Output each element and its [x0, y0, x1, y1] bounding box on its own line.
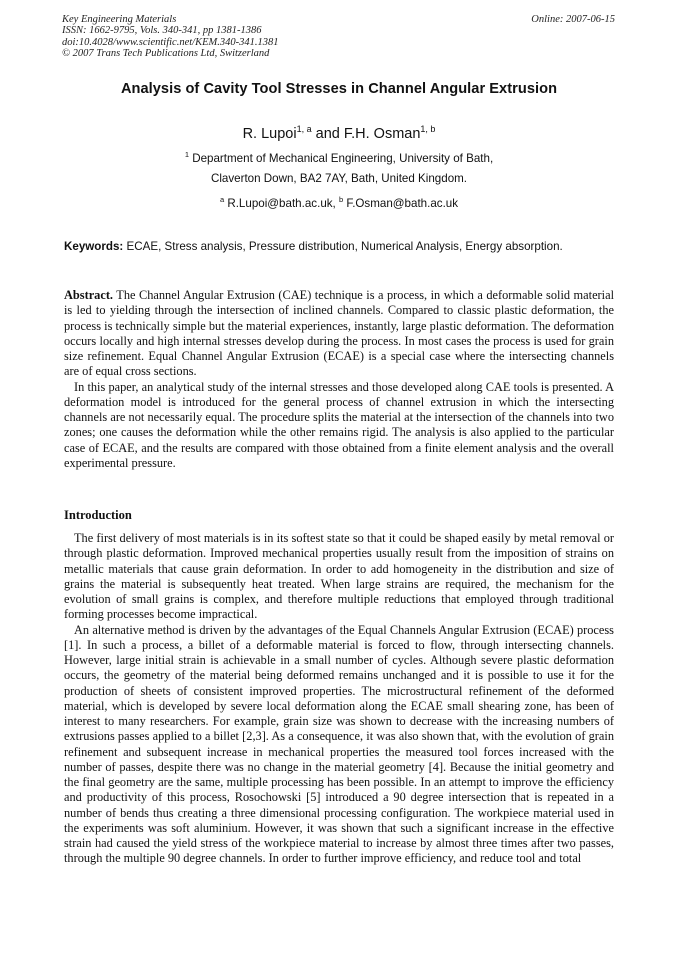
introduction-section: [64, 531, 614, 867]
online-date: Online: 2007-06-15: [531, 14, 615, 25]
journal-issn: ISSN: 1662-9795, Vols. 340-341, pp 1381-1386: [62, 25, 262, 37]
paper-title: Analysis of Cavity Tool Stresses in Channel Angular Extrusion: [120, 81, 558, 97]
author-superscript: 1, b: [420, 124, 436, 134]
author-line: [0, 124, 678, 142]
author-name: F.H. Osman: [343, 125, 421, 142]
body-paragraph: The first delivery of most materials is in its softest state so that it could be shaped easily by metal removal or through plastic deformation. Improved mechanical properties usually result from the imposition of strains on metallic materials that cause grain deformation. In order to add homogeneity in the distribution and size of grains the material is subsequently heat treated. When large strains are required, the mechanism for the evolution of small grains is complex, and therefore multiple reductions that employed through traditional forming processes become impractical.: [64, 531, 614, 622]
journal-doi: doi:10.4028/www.scientific.net/KEM.340-341.1381: [62, 36, 279, 48]
keywords-text: ECAE, Stress analysis, Pressure distribution, Numerical Analysis, Energy absorption.: [123, 240, 563, 253]
journal-header: [62, 14, 279, 60]
abstract-section: [64, 288, 614, 471]
abstract-label: Abstract.: [64, 288, 114, 302]
abstract-paragraph: In this paper, an analytical study of the internal stresses and those developed along CAE tools is presented. A deformation model is introduced for the general process of channel extrusion in which the intersecting channels are not necessarily equal. The procedure splits the material at the intersection of the channels into two zones; one causes the deformation while the other remains rigid. The analysis is also applied to the particular case of ECAE, and the results are compared with those obtained from a finite element analysis and the overall experimental pressure.: [64, 379, 614, 470]
keywords-line: [64, 240, 563, 253]
email-line: [0, 195, 678, 210]
email-address: R.Lupoi@bath.ac.uk,: [224, 196, 339, 210]
email-superscript: b: [339, 195, 344, 204]
abstract-text: The Channel Angular Extrusion (CAE) technique is a process, in which a deformable solid material is led to yielding through the intersection of inclined channels. Compared to classic plastic deformation, the process is technically simple but the material experiences, instantly, large plastic deformation. The deformation occurs locally and high internal stresses develop during the process. In most cases the process is used for grain size refinement. Equal Channel Angular Extrusion (ECAE) is a special case where the intersecting channels are of equal cross sections.: [64, 288, 614, 379]
body-paragraph: An alternative method is driven by the advantages of the Equal Channels Angular Extrusion (ECAE) process [1]. In such a process, a billet of a deformable material is forced to flow, through intersecting channels. However, large initial strain is achievable in a small number of cycles. Although severe plastic deformation occurs, the geometry of the material being deformed remains unchanged and it is possible to use it for the production of sheets of consistent improved properties. The microstructural refinement of the deformed material, which is developed by severe local deformation along the ECAE small shearing zone, has been of interest to many researchers. For example, grain size was shown to decrease with the increasing numbers of extrusions passes applied to a billet [2,3]. As a consequence, it was also shown that, with the evolution of grain refinement and subsequent increase in mechanical properties the measured tool forces increased with the number of passes, despite there was no change in the material geometry [4]. Because the initial geometry and the final geometry are the same, multiple processing has been possible. In an attempt to improve the efficiency and productivity of this process, Rosochowski [5] introduced a 90 degree intersection that is repeated in a number of bends thus creating a three dimensional processing configuration. The workpiece material used in the experiments was soft aluminium. However, it was shown that such a significant increase in the effective strain had caused the yield stress of the workpiece material to increase by almost three times after two passes, through the multiple 90 degree channels. In order to further improve efficiency, and reduce tool and total: [64, 622, 614, 866]
author-name: R. Lupoi: [242, 125, 297, 142]
author-conjunction: and: [311, 125, 344, 142]
section-heading: Introduction: [64, 508, 132, 522]
address-line: Claverton Down, BA2 7AY, Bath, United Kingdom.: [210, 172, 468, 185]
keywords-label: Keywords:: [64, 240, 124, 253]
journal-name: Key Engineering Materials: [62, 14, 177, 25]
email-superscript: a: [219, 195, 225, 204]
journal-copyright: © 2007 Trans Tech Publications Ltd, Switzerland: [62, 48, 270, 60]
abstract-paragraph: [64, 288, 614, 380]
affiliation-line: [0, 150, 678, 165]
affiliation-text: Department of Mechanical Engineering, University of Bath,: [189, 151, 494, 165]
email-address: F.Osman@bath.ac.uk: [343, 196, 459, 210]
affiliation-superscript: 1: [184, 150, 189, 159]
author-superscript: 1, a: [296, 124, 312, 134]
